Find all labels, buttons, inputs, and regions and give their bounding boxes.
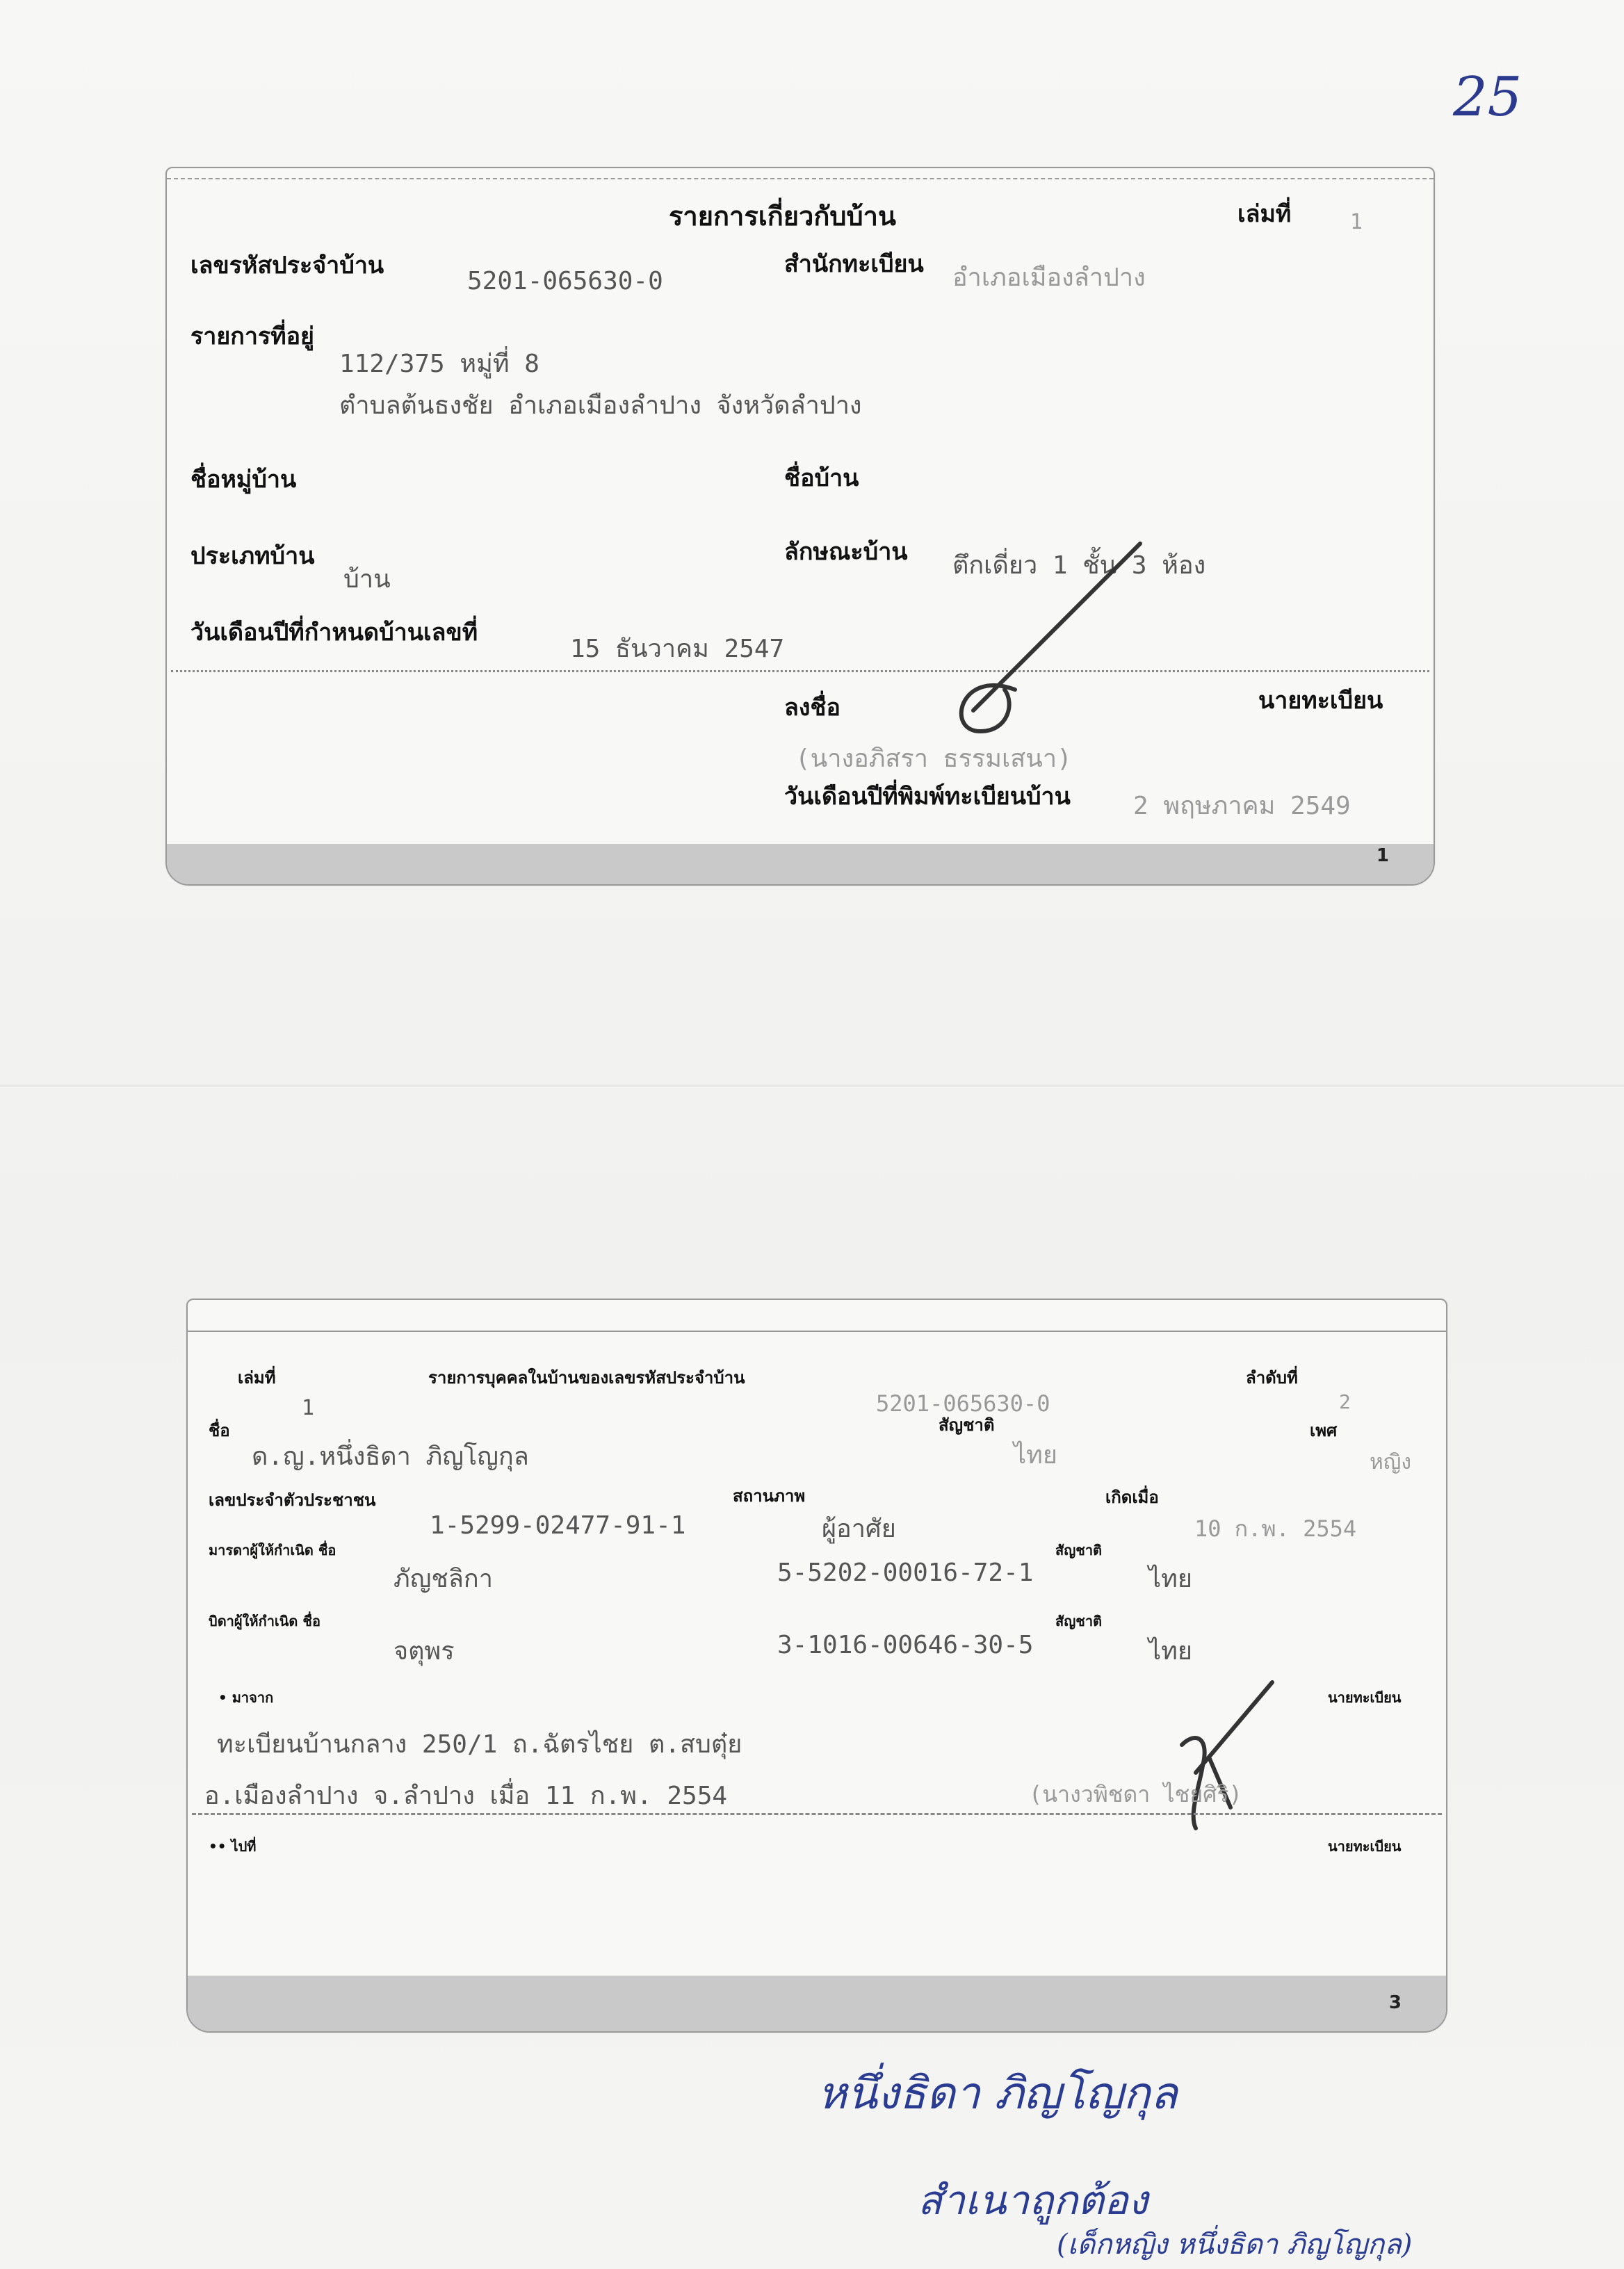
house-style-label: ลักษณะบ้าน [784,538,908,566]
card-footer-bar [188,1976,1446,2031]
father-label: บิดาผู้ให้กำเนิด ชื่อ [209,1613,320,1629]
assigned-date-label: วันเดือนปีที่กำหนดบ้านเลขที่ [190,619,478,646]
assigned-date-value: 15 ธันวาคม 2547 [570,635,785,663]
registrar-name: (นางวพิชดา ไชยศิริ) [1029,1781,1242,1807]
registrar-signature [932,530,1237,738]
person-card-title: รายการบุคคลในบ้านของเลขรหัสประจำบ้าน [428,1367,745,1388]
status-value: ผู้อาศัย [822,1515,896,1543]
mother-name: ภัญชลิกา [393,1565,493,1593]
book-label: เล่มที่ [1237,200,1292,228]
house-details-card [165,167,1435,886]
dotted-divider [171,670,1429,672]
book-value: 1 [302,1396,315,1420]
handwritten-page-number: 25 [1453,66,1522,129]
sex-label: เพศ [1310,1420,1338,1440]
address-label: รายการที่อยู่ [190,323,314,350]
name-label: ชื่อ [209,1420,230,1440]
registrar-label: นายทะเบียน [1328,1689,1402,1706]
order-value: 2 [1339,1390,1351,1413]
house-type-value: บ้าน [343,565,391,594]
card-page-number: 1 [1376,845,1389,866]
father-id: 3-1016-00646-30-5 [777,1631,1034,1659]
registrar-label-2: นายทะเบียน [1328,1838,1402,1855]
house-code-label: เลขรหัสประจำบ้าน [190,252,384,279]
print-date-value: 2 พฤษภาคม 2549 [1133,792,1351,820]
house-code-value: 5201-065630-0 [876,1390,1050,1417]
office-value: อำเภอเมืองลำปาง [952,263,1146,292]
from-line-1: ทะเบียนบ้านกลาง 250/1 ถ.ฉัตรไชย ต.สบตุ๋ย [217,1730,742,1759]
order-label: ลำดับที่ [1246,1367,1298,1388]
address-line-2: ตำบลต้นธงชัย อำเภอเมืองลำปาง จังหวัดลำปาง [339,391,862,420]
house-name-label: ชื่อบ้าน [784,464,859,492]
born-label: เกิดเมื่อ [1105,1487,1159,1507]
house-card-title: รายการเกี่ยวกับบ้าน [669,200,896,231]
registrar-name: (นางอภิสรา ธรรมเสนา) [795,745,1072,773]
nationality-label: สัญชาติ [939,1415,995,1435]
person-details-card [186,1299,1447,2033]
paper-fold [0,1084,1624,1087]
father-nationality-label: สัญชาติ [1055,1613,1103,1629]
born-value: 10 ก.พ. 2554 [1194,1515,1357,1542]
handwritten-name: หนึ่งธิดา ภิญโญกุล [818,2068,1178,2120]
id-label: เลขประจำตัวประชาชน [209,1490,376,1510]
sex-value: หญิง [1370,1450,1411,1474]
handwritten-full-name: (เด็กหญิง หนึ่งธิดา ภิญโญกุล) [1057,2229,1413,2261]
mother-id: 5-5202-00016-72-1 [777,1559,1034,1587]
id-value: 1-5299-02477-91-1 [430,1511,686,1540]
house-type-label: ประเภทบ้าน [190,542,315,570]
address-line-1: 112/375 หมู่ที่ 8 [339,350,539,378]
from-line-2: อ.เมืองลำปาง จ.ลำปาง เมื่อ 11 ก.พ. 2554 [204,1782,728,1810]
mother-label: มารดาผู้ให้กำเนิด ชื่อ [209,1542,336,1559]
status-label: สถานภาพ [733,1486,806,1506]
from-label: • มาจาก [218,1689,274,1706]
book-label: เล่มที่ [238,1367,276,1388]
dashed-divider [192,1813,1442,1815]
card-footer-bar [167,844,1434,884]
registrar-label: นายทะเบียน [1258,687,1383,715]
card-top-border [167,178,1434,179]
sign-label: ลงชื่อ [784,694,841,722]
handwritten-certification: สำเนาถูกต้อง [918,2177,1148,2224]
house-code-value: 5201-065630-0 [467,267,663,295]
mother-nationality-label: สัญชาติ [1055,1542,1103,1559]
nationality-value: ไทย [1014,1441,1057,1470]
print-date-label: วันเดือนปีที่พิมพ์ทะเบียนบ้าน [784,783,1071,811]
village-label: ชื่อหมู่บ้าน [190,466,297,494]
office-label: สำนักทะเบียน [784,250,924,278]
father-name: จตุพร [393,1637,455,1666]
house-style-value: ตึกเดี่ยว 1 ชั้น 3 ห้อง [952,551,1206,580]
to-label: •• ไปที่ [209,1838,257,1855]
book-value: 1 [1350,210,1363,234]
card-page-number: 3 [1388,1992,1402,2013]
mother-nationality: ไทย [1148,1565,1192,1593]
father-nationality: ไทย [1148,1637,1192,1666]
name-value: ด.ญ.หนึ่งธิดา ภิญโญกุล [252,1442,529,1471]
card-top-border [188,1331,1446,1332]
